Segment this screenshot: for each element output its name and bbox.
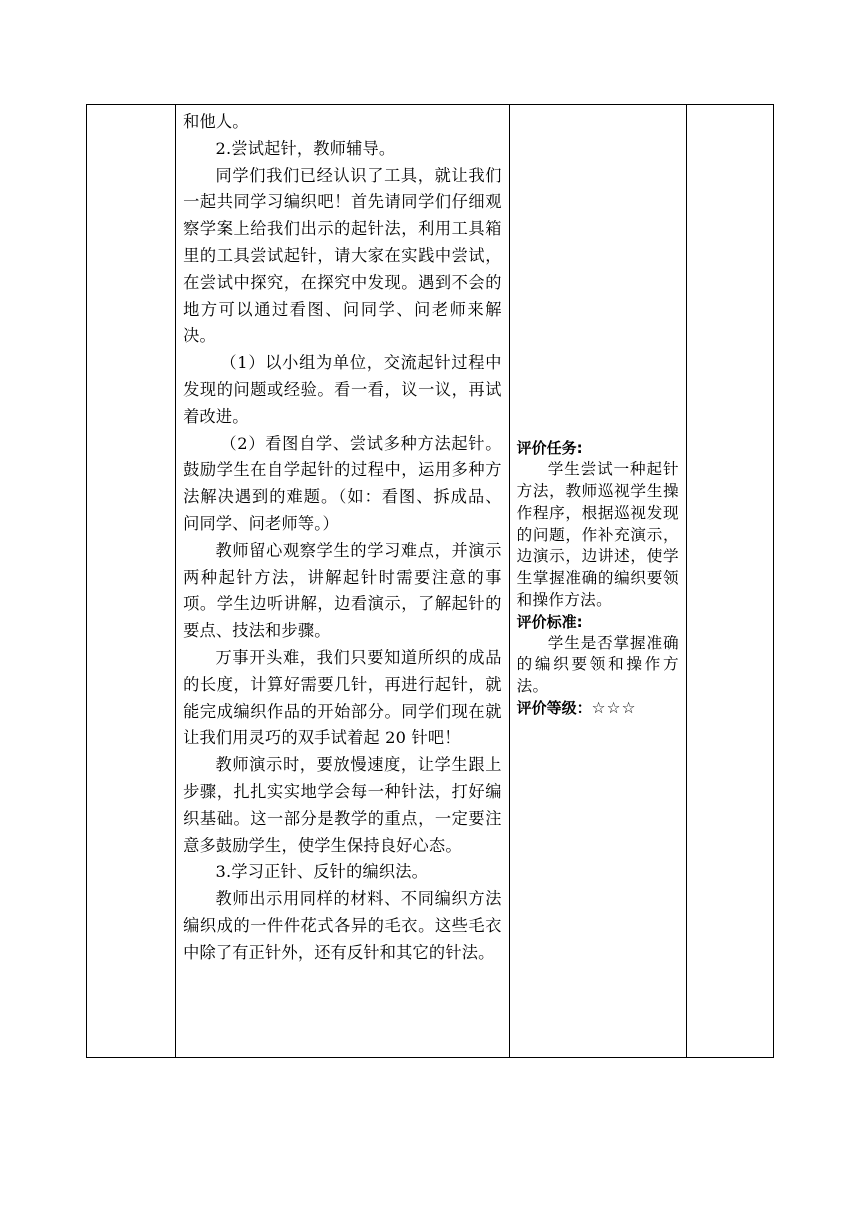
paragraph-cast-20-stitches: 万事开头难，我们只要知道所织的成品的长度，计算好需要几针，再进行起针，就能完成编织作品的开始部分。同学们现在就让我们用灵巧的双手试着起 20 针吧！ — [183, 647, 502, 748]
evaluation-standard-heading: 评价标准: — [516, 612, 583, 631]
paragraph-continuation: 和他人。 — [183, 112, 249, 131]
step-heading-try-casting-on: 2.尝试起针，教师辅导。 — [215, 138, 396, 158]
stage-cell — [87, 105, 176, 1058]
evaluation-grade-row — [517, 698, 679, 720]
notes-cell — [686, 105, 773, 1058]
paragraph-intro-knitting: 同学们我们已经认识了工具，就让我们一起共同学习编织吧！首先请同学们仔细观察学案上给我们出示的起针法，利用工具箱里的工具尝试起针，请大家在实践中尝试，在尝试中探究，在探究中发现。遇到不会的地方可以通过看图、问同学、问老师来解决。 — [183, 165, 502, 346]
paragraph-teacher-demo: 教师留心观察学生的学习难点，并演示两种起针方法，讲解起针时需要注意的事项。学生边听讲解，边看演示，了解起针的要点、技法和步骤。 — [183, 540, 502, 641]
teaching-process-cell — [176, 105, 509, 1058]
paragraph-group-discussion: （1）以小组为单位，交流起针过程中发现的问题或经验。看一看，议一议，再试着改进。 — [183, 353, 502, 426]
paragraph-slow-demo: 教师演示时，要放慢速度，让学生跟上步骤，扎扎实实地学会每一种针法，打好编织基础。这一部分是教学的重点，一定要注意多鼓励学生，使学生保持良好心态。 — [183, 755, 502, 855]
table-row — [87, 105, 774, 1058]
star-rating-icon: ☆☆☆ — [591, 699, 637, 718]
evaluation-block — [517, 438, 679, 720]
paragraph-self-study: （2）看图自学、尝试多种方法起针。鼓励学生在自学起针的过程中，运用多种方法解决遇到的难题。（如：看图、拆成品、问同学、问老师等。） — [183, 433, 502, 533]
paragraph-sweater-showcase: 教师出示用同样的材料、不同编织方法编织成的一件件花式各异的毛衣。这些毛衣中除了有正针外，还有反针和其它的针法。 — [183, 889, 502, 962]
evaluation-task-text: 学生尝试一种起针方法，教师巡视学生操作程序，根据巡视发现的问题，作补充演示，边演示，边讲述，使学生掌握准确的编织要领和操作方法。 — [516, 460, 679, 609]
evaluation-standard-text: 学生是否掌握准确的编织要领和操作方法。 — [516, 633, 679, 696]
evaluation-cell — [509, 105, 686, 1058]
evaluation-task-heading: 评价任务: — [516, 439, 583, 458]
lesson-plan-table — [86, 104, 774, 1058]
evaluation-grade-heading: 评价等级： — [516, 699, 592, 718]
step-heading-knit-purl: 3.学习正针、反针的编织法。 — [215, 862, 429, 882]
